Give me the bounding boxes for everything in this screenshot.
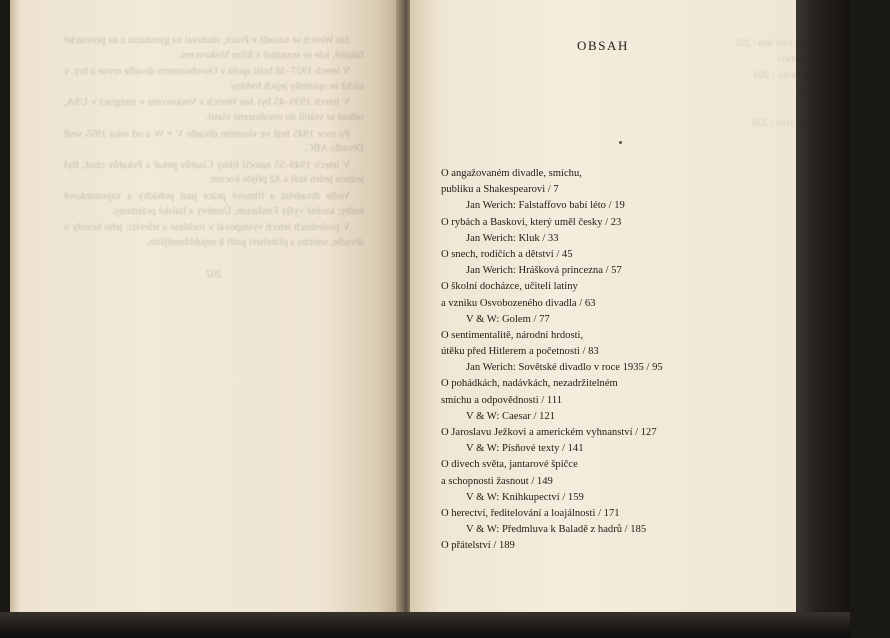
toc-entry-text: Jan Werich: Falstaffovo babí léto / 19: [466, 200, 625, 212]
toc-entry-chapter: a schopnosti žasnout / 149: [441, 475, 553, 487]
bleed-paragraph: V posledních letech vystupoval v rozhlase a televizi; jeho besedy o divadle, smíchu a přátelství patří k nejoblíbenějším.: [64, 222, 364, 248]
toc-entry-chapter: O angažovaném divadle, smíchu,: [441, 168, 582, 179]
page-title: OBSAH: [576, 38, 630, 53]
toc-entry-text: V & W: Caesar / 121: [466, 410, 555, 422]
bleed-paragraph: Vedle divadelní a filmové práce psal pohádky a vzpomínkové knihy; knižně vyšly Fimfárum, Úsměvy a Italské prázdniny.: [64, 190, 364, 217]
bleed-line: Bibliografie / 241: [818, 134, 890, 145]
bleed-line: Jan Werich: Falstaffovo babí léto / 201: [735, 38, 890, 49]
toc-entry-chapter: a vzniku Osvobozeného divadla / 63: [441, 297, 596, 309]
bleed-line: a Baskovi, který uměl česky / 203: [754, 70, 890, 81]
bleed-line: Jan Werich: Král má tři syny / 228: [752, 118, 890, 129]
toc-entry-chapter: O snech, rodičích a dětství / 45: [441, 248, 573, 260]
table-of-contents: [441, 166, 771, 555]
toc-entry-text: Jan Werich: Hrášková princezna / 57: [466, 265, 622, 277]
bleed-paragraph: Jan Werich se narodil v Praze, studoval na gymnáziu a na právnické fakultě, kde se seznámil s Jiřím Voskovcem.: [64, 35, 364, 61]
toc-entry-chapter: O divech světa, jantarové špičce: [441, 459, 578, 471]
toc-entry-chapter: O herectví, ředitelování a loajálnosti / 171: [441, 507, 620, 519]
bleed-paragraph: V letech 1939–45 byl Jan Werich s Voskovcem v emigraci v USA, odkud se vrátili do osvobozené vlasti.: [64, 97, 364, 123]
bleed-page-number: 202: [206, 269, 222, 281]
toc-entry-chapter: O rybách a Baskovi, který uměl česky / 23: [441, 216, 622, 228]
toc-entry-chapter: O přátelství / 189: [441, 540, 515, 552]
ink-dot: [619, 141, 622, 144]
book-bottom-edge: [0, 612, 850, 638]
bleed-line: Jan Werich: Kluk / 219: [797, 86, 890, 97]
bleed-paragraph: V letech 1927–38 hráli spolu v Osvobozeném divadle revue a hry, v nichž se uplatnily jejich forbíny.: [64, 66, 364, 92]
toc-entry-text: V & W: Písňové texty / 141: [466, 443, 584, 455]
toc-entry-text: Jan Werich: Sovětské divadlo v roce 1935 / 95: [466, 362, 663, 374]
show-through-text: [64, 34, 364, 594]
toc-entry-text: Jan Werich: Kluk / 33: [466, 232, 559, 244]
bleed-line: O rybách, přátelích a dětství: [776, 54, 890, 65]
left-page: [10, 0, 402, 618]
toc-entry-text: V & W: Knihkupectví / 159: [466, 491, 584, 503]
bleed-paragraph: Po roce 1945 hrál ve vlastním divadle V + W a od roku 1955 vedl Divadlo ABC.: [64, 128, 364, 155]
toc-entry-text: V & W: Předmluva k Baladě z hadrů / 185: [466, 524, 647, 536]
bleed-line: O snech / 222: [834, 102, 890, 113]
toc-entry-chapter: O sentimentalitě, národní hrdosti,: [441, 329, 584, 341]
toc-entry-chapter: publiku a Shakespearovi / 7: [441, 184, 559, 196]
toc-entry-chapter: O Jaroslavu Ježkovi a americkém vyhnanství / 127: [441, 427, 657, 438]
toc-entry-chapter: O školní docházce, učiteli latiny: [441, 281, 578, 293]
toc-entry-chapter: O pohádkách, nadávkách, nezadržitelném: [441, 378, 618, 390]
toc-entry-text: V & W: Golem / 77: [466, 313, 550, 325]
bleed-paragraph: V letech 1949–55 natočil filmy Císařův pekař a Pekařův císař, Byl jednou jeden král a Až přijde kocour.: [64, 159, 364, 186]
toc-entry-chapter: útěku před Hitlerem a početnosti / 83: [441, 346, 599, 358]
toc-entry-chapter: smíchu a odpovědnosti / 111: [441, 394, 563, 406]
